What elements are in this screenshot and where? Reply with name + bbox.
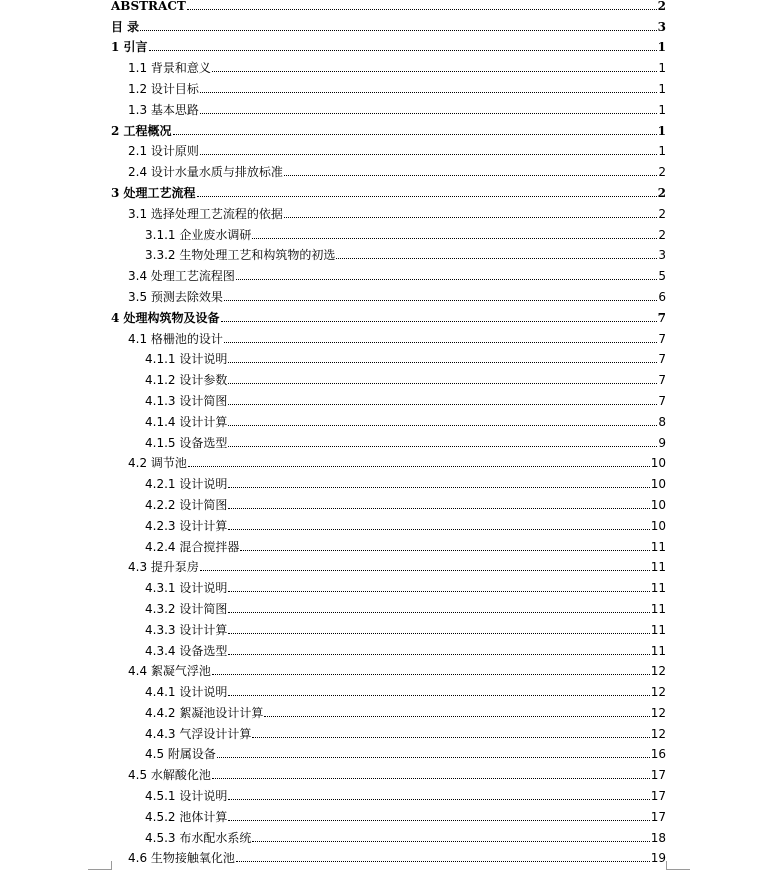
- toc-entry-page-number: 1: [658, 81, 666, 96]
- toc-entry[interactable]: [111, 512, 666, 533]
- toc-entry[interactable]: [111, 699, 666, 720]
- toc-entry-page-number: 1: [658, 61, 666, 76]
- toc-entry-title: 4.1.1 设计说明: [145, 352, 228, 367]
- toc-entry[interactable]: [111, 283, 666, 304]
- toc-entry-title: 4.4.2 絮凝池设计计算: [145, 705, 264, 720]
- toc-entry-page-number: 10: [650, 477, 666, 492]
- toc-dot-leader: [212, 778, 650, 779]
- toc-entry-title: 2 工程概况: [111, 123, 172, 138]
- toc-entry-page-number: 11: [650, 539, 666, 554]
- toc-dot-leader: [140, 30, 656, 31]
- toc-dot-leader: [228, 633, 649, 634]
- toc-dot-leader: [228, 383, 657, 384]
- toc-entry-page-number: 3: [658, 248, 666, 263]
- toc-entry[interactable]: [111, 574, 666, 595]
- toc-dot-leader: [200, 570, 650, 571]
- toc-entry[interactable]: [111, 13, 666, 34]
- toc-entry-page-number: 18: [650, 830, 666, 845]
- toc-entry[interactable]: [111, 117, 666, 138]
- toc-entry-page-number: 2: [657, 0, 666, 13]
- toc-entry[interactable]: [111, 54, 666, 75]
- toc-entry-title: 4.2.2 设计简图: [145, 497, 228, 512]
- toc-entry-title: 1 引言: [111, 40, 148, 55]
- toc-entry-page-number: 2: [658, 165, 666, 180]
- toc-dot-leader: [284, 175, 657, 176]
- toc-entry-title: 4 处理构筑物及设备: [111, 310, 220, 325]
- page-corner-mark-left-v: [111, 861, 112, 870]
- toc-entry-title: 1.3 基本思路: [128, 102, 199, 117]
- toc-dot-leader: [212, 674, 650, 675]
- toc-entry-title: 4.1.4 设计计算: [145, 414, 228, 429]
- toc-dot-leader: [200, 92, 657, 93]
- toc-dot-leader: [336, 258, 657, 259]
- toc-entry-title: 3.5 预测去除效果: [128, 289, 223, 304]
- toc-dot-leader: [252, 737, 649, 738]
- toc-dot-leader: [224, 342, 657, 343]
- toc-entry[interactable]: [111, 429, 666, 450]
- toc-entry-page-number: 7: [657, 310, 666, 325]
- toc-dot-leader: [228, 446, 657, 447]
- toc-entry-page-number: 10: [650, 456, 666, 471]
- toc-entry[interactable]: [111, 408, 666, 429]
- toc-entry[interactable]: [111, 138, 666, 159]
- toc-entry[interactable]: [111, 554, 666, 575]
- toc-entry[interactable]: [111, 595, 666, 616]
- toc-entry[interactable]: [111, 491, 666, 512]
- toc-entry-title: 4.4.1 设计说明: [145, 685, 228, 700]
- toc-entry-title: 3.4 处理工艺流程图: [128, 269, 235, 284]
- toc-entry[interactable]: [111, 0, 666, 13]
- toc-dot-leader: [188, 466, 650, 467]
- toc-entry-page-number: 1: [657, 40, 666, 55]
- toc-entry[interactable]: [111, 616, 666, 637]
- toc-entry-page-number: 2: [657, 185, 666, 200]
- toc-dot-leader: [228, 508, 649, 509]
- toc-dot-leader: [252, 841, 649, 842]
- toc-entry[interactable]: [111, 34, 666, 55]
- toc-entry-title: 4.5.2 池体计算: [145, 809, 228, 824]
- toc-entry-title: 1.2 设计目标: [128, 81, 199, 96]
- toc-dot-leader: [217, 757, 650, 758]
- toc-entry[interactable]: [111, 450, 666, 471]
- toc-entry-title: 4.5 附属设备: [145, 747, 216, 762]
- toc-entry[interactable]: [111, 262, 666, 283]
- toc-entry[interactable]: [111, 761, 666, 782]
- toc-entry-page-number: 17: [650, 809, 666, 824]
- toc-dot-leader: [228, 362, 657, 363]
- toc-entry-title: 4.3.1 设计说明: [145, 581, 228, 596]
- toc-entry[interactable]: [111, 366, 666, 387]
- toc-entry[interactable]: [111, 470, 666, 491]
- toc-entry-title: 3.1 选择处理工艺流程的依据: [128, 206, 283, 221]
- toc-entry-page-number: 3: [657, 19, 666, 34]
- toc-dot-leader: [240, 550, 649, 551]
- toc-entry[interactable]: [111, 658, 666, 679]
- toc-entry-page-number: 11: [650, 622, 666, 637]
- toc-entry-title: 4.3.4 设备选型: [145, 643, 228, 658]
- table-of-contents: [111, 0, 666, 865]
- toc-entry[interactable]: [111, 845, 666, 866]
- toc-entry-title: 3 处理工艺流程: [111, 185, 196, 200]
- toc-dot-leader: [236, 279, 657, 280]
- toc-entry-title: 4.1.2 设计参数: [145, 373, 228, 388]
- page-corner-mark-left-h: [88, 869, 112, 870]
- toc-dot-leader: [228, 487, 649, 488]
- page-corner-mark-right-v: [666, 861, 667, 870]
- toc-entry-page-number: 10: [650, 518, 666, 533]
- toc-dot-leader: [228, 425, 657, 426]
- toc-dot-leader: [228, 591, 649, 592]
- toc-entry-page-number: 12: [650, 685, 666, 700]
- toc-entry[interactable]: [111, 720, 666, 741]
- toc-entry[interactable]: [111, 637, 666, 658]
- toc-entry-page-number: 7: [658, 373, 666, 388]
- toc-entry-page-number: 16: [650, 747, 666, 762]
- toc-entry-page-number: 1: [658, 102, 666, 117]
- toc-entry[interactable]: [111, 200, 666, 221]
- toc-entry[interactable]: [111, 782, 666, 803]
- toc-entry[interactable]: [111, 346, 666, 367]
- toc-entry-page-number: 1: [657, 123, 666, 138]
- toc-entry-page-number: 12: [650, 664, 666, 679]
- toc-entry-title: 4.1.3 设计简图: [145, 393, 228, 408]
- toc-dot-leader: [236, 861, 650, 862]
- toc-dot-leader: [228, 820, 649, 821]
- toc-dot-leader: [212, 71, 657, 72]
- toc-entry[interactable]: [111, 304, 666, 325]
- toc-entry[interactable]: [111, 75, 666, 96]
- toc-entry-title: 4.5.1 设计说明: [145, 789, 228, 804]
- toc-entry[interactable]: [111, 678, 666, 699]
- toc-dot-leader: [224, 300, 657, 301]
- toc-entry-title: 4.5 水解酸化池: [128, 768, 211, 783]
- toc-entry-page-number: 8: [658, 414, 666, 429]
- toc-entry-title: 4.4.3 气浮设计计算: [145, 726, 252, 741]
- toc-dot-leader: [187, 9, 657, 10]
- toc-entry[interactable]: [111, 803, 666, 824]
- toc-entry-title: 4.2.4 混合搅拌器: [145, 539, 240, 554]
- toc-dot-leader: [284, 217, 657, 218]
- toc-entry-page-number: 17: [650, 768, 666, 783]
- toc-entry-title: 4.3.3 设计计算: [145, 622, 228, 637]
- toc-entry-title: ABSTRACT: [111, 0, 186, 13]
- toc-entry-title: 3.3.2 生物处理工艺和构筑物的初选: [145, 248, 336, 263]
- toc-dot-leader: [264, 716, 649, 717]
- toc-entry-title: 4.2 调节池: [128, 456, 187, 471]
- toc-dot-leader: [197, 196, 657, 197]
- toc-entry[interactable]: [111, 325, 666, 346]
- toc-entry-title: 1.1 背景和意义: [128, 61, 211, 76]
- toc-dot-leader: [149, 50, 657, 51]
- toc-entry-title: 4.5.3 布水配水系统: [145, 830, 252, 845]
- toc-dot-leader: [228, 695, 649, 696]
- toc-entry-title: 2.1 设计原则: [128, 144, 199, 159]
- toc-dot-leader: [173, 134, 657, 135]
- toc-entry-title: 4.2.1 设计说明: [145, 477, 228, 492]
- toc-entry-title: 2.4 设计水量水质与排放标准: [128, 165, 283, 180]
- toc-entry-page-number: 6: [658, 289, 666, 304]
- page-corner-mark-right-h: [666, 869, 690, 870]
- toc-entry-page-number: 19: [650, 851, 666, 866]
- toc-entry-page-number: 1: [658, 144, 666, 159]
- toc-entry-page-number: 11: [650, 581, 666, 596]
- toc-entry[interactable]: [111, 242, 666, 263]
- toc-entry-page-number: 7: [658, 352, 666, 367]
- toc-entry-page-number: 11: [650, 560, 666, 575]
- toc-entry-title: 4.3.2 设计简图: [145, 601, 228, 616]
- toc-dot-leader: [228, 654, 649, 655]
- toc-entry-page-number: 12: [650, 705, 666, 720]
- toc-dot-leader: [228, 799, 649, 800]
- toc-entry-page-number: 7: [658, 331, 666, 346]
- toc-entry-page-number: 7: [658, 393, 666, 408]
- toc-entry[interactable]: [111, 824, 666, 845]
- toc-entry-title: 4.1 格栅池的设计: [128, 331, 223, 346]
- toc-dot-leader: [221, 321, 657, 322]
- toc-entry[interactable]: [111, 387, 666, 408]
- toc-entry-page-number: 2: [658, 206, 666, 221]
- toc-entry-page-number: 5: [658, 269, 666, 284]
- toc-entry-title: 4.1.5 设备选型: [145, 435, 228, 450]
- toc-entry[interactable]: [111, 533, 666, 554]
- toc-entry-title: 目 录: [111, 19, 140, 34]
- toc-entry[interactable]: [111, 221, 666, 242]
- toc-entry-page-number: 17: [650, 789, 666, 804]
- toc-entry-page-number: 10: [650, 497, 666, 512]
- toc-entry-title: 4.2.3 设计计算: [145, 518, 228, 533]
- toc-dot-leader: [228, 529, 649, 530]
- toc-entry-title: 4.3 提升泵房: [128, 560, 199, 575]
- toc-dot-leader: [200, 113, 657, 114]
- toc-entry[interactable]: [111, 96, 666, 117]
- toc-dot-leader: [252, 238, 657, 239]
- toc-entry-page-number: 9: [658, 435, 666, 450]
- toc-entry-page-number: 11: [650, 643, 666, 658]
- toc-dot-leader: [228, 404, 657, 405]
- toc-dot-leader: [228, 612, 649, 613]
- toc-entry-title: 3.1.1 企业废水调研: [145, 227, 252, 242]
- toc-entry-title: 4.6 生物接触氧化池: [128, 851, 235, 866]
- toc-entry[interactable]: [111, 158, 666, 179]
- toc-dot-leader: [200, 154, 657, 155]
- toc-entry-title: 4.4 絮凝气浮池: [128, 664, 211, 679]
- toc-entry-page-number: 12: [650, 726, 666, 741]
- toc-entry-page-number: 11: [650, 601, 666, 616]
- toc-entry[interactable]: [111, 741, 666, 762]
- toc-entry[interactable]: [111, 179, 666, 200]
- toc-entry-page-number: 2: [658, 227, 666, 242]
